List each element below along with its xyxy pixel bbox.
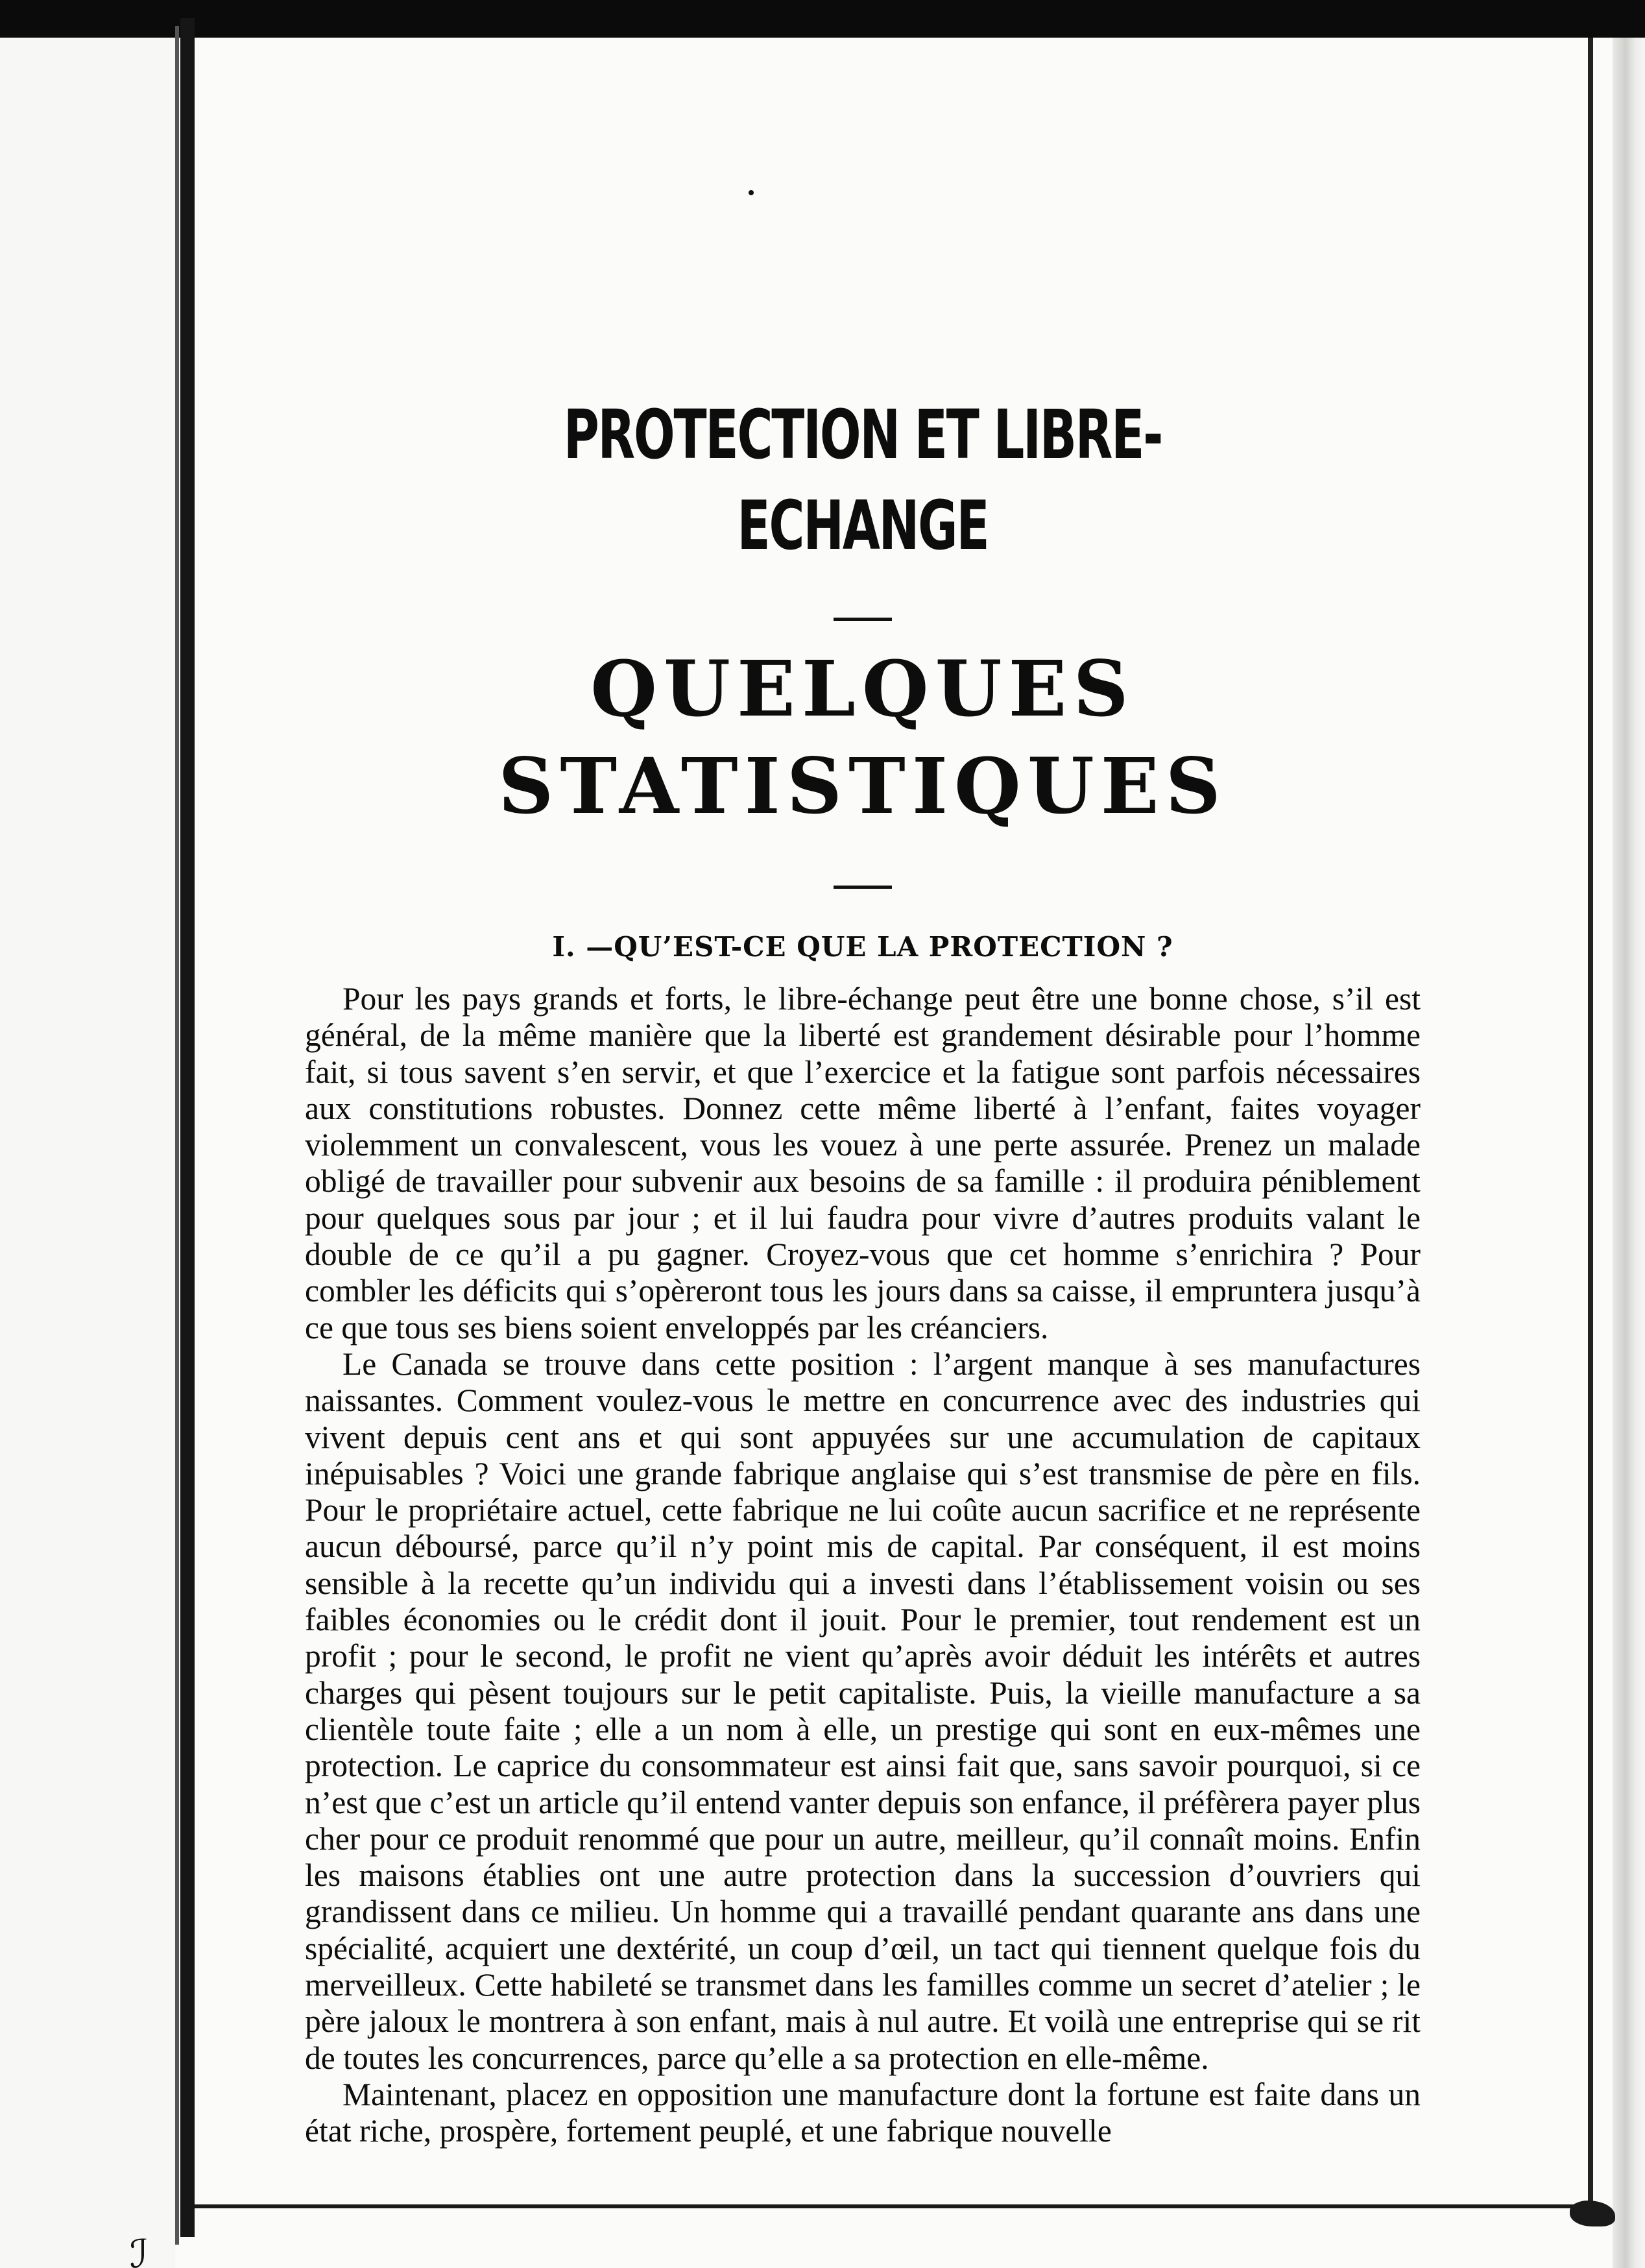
paragraph: Maintenant, placez en opposition une manufacture dont la fortune est faite dans un état riche, prospère, fortement peuplé, et une fabrique nouvelle [305,2076,1421,2149]
ink-speck [749,190,754,195]
paragraph: Le Canada se trouve dans cette position : l’argent manque à ses manufactures naissantes. Comment voulez-vous le mettre en concurrence avec des industries qui vivent depuis cent ans et qui sont appuyées sur une accumulation de capitaux inépuisables ? Voici une grande fabrique anglaise qui s’est transmise de père en fils. Pour le propriétaire actuel, cette fabrique ne lui coûte aucun sacrifice et ne représente aucun déboursé, parce qu’il n’y point mis de capital. Par conséquent, il est moins sensible à la recette qu’un individu qui a investi dans l’établissement voisin ou ses faibles économies ou le crédit dont il jouit. Pour le premier, tout rendement est un profit ; pour le second, le profit ne vient qu’après avoir déduit les intérêts et autres charges qui pèsent toujours sur le petit capitaliste. Puis, la vieille manufacture a sa clientèle toute faite ; elle a un nom à elle, un prestige qui sont en eux-mêmes une protection. Le caprice du consommateur est ainsi fait que, sans savoir pourquoi, si ce n’est que c’est un article qu’il entend vanter depuis son enfance, il préfèrera payer plus cher pour ce produit renommé que pour un autre, meilleur, qu’il connaît moins. Enfin les maisons établies ont une autre protection dans la succession d’ouvriers qui grandissent dans ce milieu. Un homme qui a travaillé pendant quarante ans dans une spécialité, acquiert une dextérité, un coup d’œil, un tact qui tiennent quelque fois du merveilleux. Cette habileté se transmet dans les familles comme un secret d’atelier ; le père jaloux le montrera à son enfant, mais à nul autre. Et voilà une entreprise qui se rit de toutes les concurrences, parce qu’elle a sa protection en elle-même. [305,1345,1421,2076]
binding-shadow [175,26,179,2245]
binding-edge [180,18,195,2237]
page-content [305,389,1421,2150]
document-subtitle: QUELQUES STATISTIQUES [498,644,1227,831]
scan-smudge [1570,2201,1615,2226]
page-right-edge [1588,38,1593,2204]
section-heading: I. —QU’EST-CE QUE LA PROTECTION ? [552,931,1173,963]
document-title: PROTECTION ET LIBRE-ECHANGE [563,395,1162,565]
page-stack-edge [1613,38,1645,2268]
corner-mark: ℐ [130,2232,149,2268]
title-divider [834,618,892,621]
subtitle-divider [834,886,892,889]
facing-page-margin [0,38,175,2268]
scan-top-border [0,0,1645,38]
paragraph: Pour les pays grands et forts, le libre-échange peut être une bonne chose, s’il est général, de la même manière que la liberté est grandement désirable pour l’homme fait, si tous savent s’en servir, et que l’exercice et la fatigue sont parfois nécessaires aux constitutions robustes. Donnez cette même liberté à l’enfant, faites voyager violemment un convalescent, vous les vouez à une perte assurée. Prenez un malade obligé de travailler pour subvenir aux besoins de sa famille : il produira péniblement pour quelques sous par jour ; et il lui faudra pour vivre d’autres produits valant le double de ce qu’il a pu gagner. Croyez-vous que cet homme s’enrichira ? Pour combler les déficits qui s’opèreront tous les jours dans sa caisse, il empruntera jusqu’à ce que tous ses biens soient enveloppés par les créanciers. [305,981,1421,1345]
body-text [305,981,1421,2150]
page-bottom-edge [195,2204,1593,2208]
